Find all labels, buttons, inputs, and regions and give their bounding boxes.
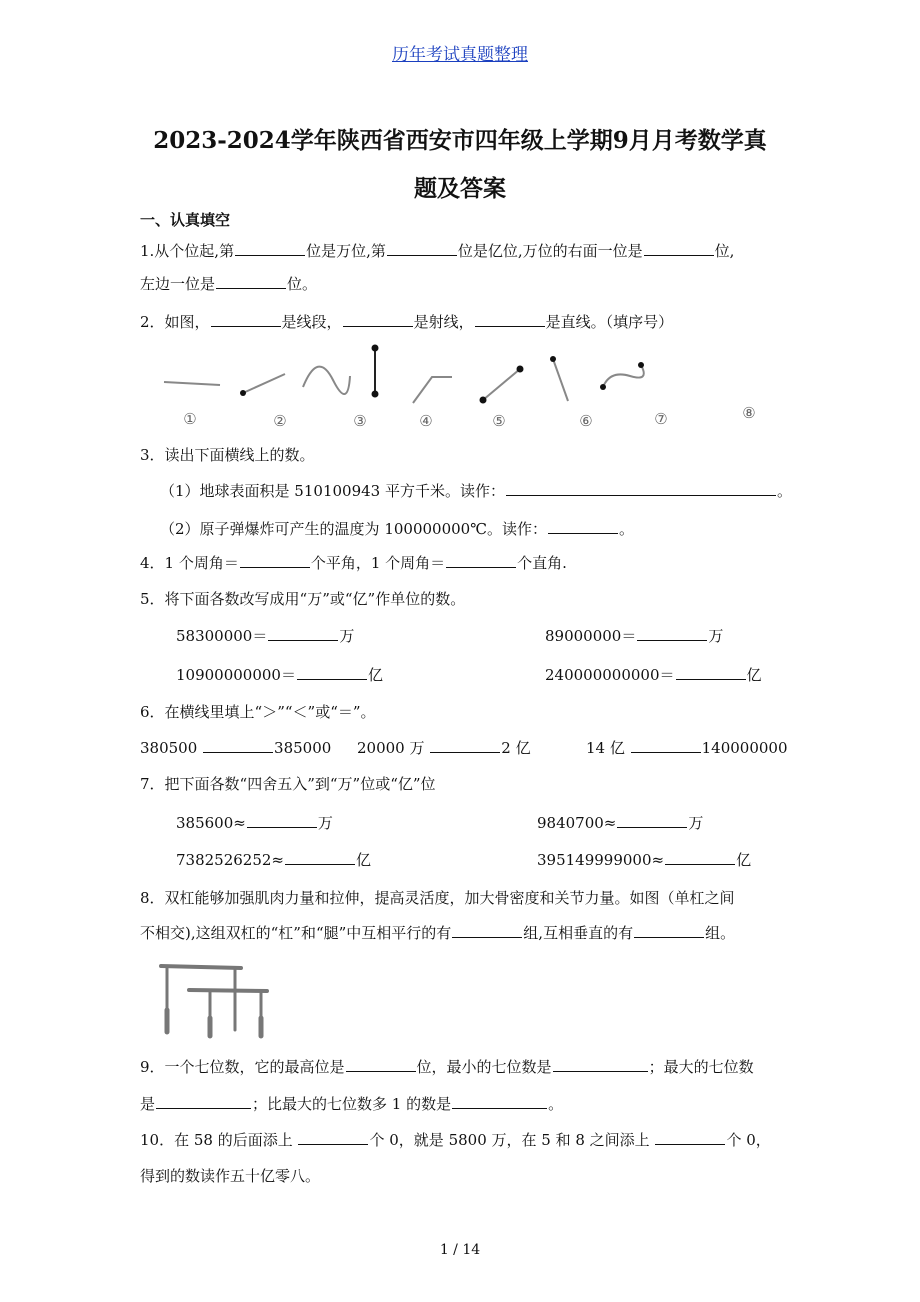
text-segment: 位是亿位,万位的右面一位是 [457, 242, 643, 260]
answer-blank[interactable] [655, 1130, 725, 1145]
answer-blank[interactable] [631, 738, 701, 753]
text-segment: ；最大的七位数 [648, 1058, 754, 1076]
text-segment: 2 亿 [501, 739, 531, 757]
text-segment: 385600≈ [176, 814, 246, 832]
question-2 [140, 312, 673, 332]
page-title-line2: 题及答案 [414, 175, 506, 202]
answer-blank[interactable] [235, 241, 305, 256]
text-segment: 89000000＝ [545, 627, 637, 645]
question-7 [140, 774, 436, 794]
question-6-item [586, 738, 788, 758]
answer-blank[interactable] [240, 553, 310, 568]
question-1-cont [140, 274, 317, 294]
question-5-item [545, 665, 762, 685]
text-segment: ；比最大的七位数多 1 的数是 [252, 1095, 452, 1113]
page-number: 1 / 14 [439, 1242, 481, 1258]
text-segment: 。 [776, 482, 792, 500]
text-segment: 7382526252≈ [176, 851, 285, 869]
text-segment: 395149999000≈ [537, 851, 665, 869]
question-4 [140, 553, 567, 573]
text-segment: 亿 [746, 666, 762, 684]
answer-blank[interactable] [203, 738, 273, 753]
text-segment: 20000 万 [357, 739, 430, 757]
answer-blank[interactable] [548, 519, 618, 534]
question-7-item [537, 850, 751, 870]
figure-label: ⑧ [742, 404, 756, 422]
answer-blank[interactable] [617, 813, 687, 828]
answer-blank[interactable] [285, 850, 355, 865]
section-heading [140, 210, 230, 230]
figure-label: ① [183, 410, 197, 428]
text-segment: 个直角. [517, 554, 567, 572]
question-9-cont [140, 1094, 563, 1114]
question-6 [140, 702, 376, 722]
question-6-item [357, 738, 531, 758]
answer-blank[interactable] [475, 312, 545, 327]
answer-blank[interactable] [676, 665, 746, 680]
answer-blank[interactable] [634, 923, 704, 938]
question-7-item [176, 850, 371, 870]
text-segment: 4．1 个周角＝ [140, 554, 239, 572]
answer-blank[interactable] [343, 312, 413, 327]
text-segment: 140000000 [701, 739, 788, 757]
text-segment: 万 [688, 814, 704, 832]
question-6-item [140, 738, 331, 758]
text-segment: 2．如图， [140, 313, 210, 331]
text-segment: 个平角，1 个周角＝ [310, 554, 446, 572]
answer-blank[interactable] [452, 1094, 547, 1109]
answer-blank[interactable] [211, 312, 281, 327]
figure-label: ⑤ [492, 412, 506, 430]
text-segment: 个 0， [726, 1131, 771, 1149]
figure-label: ④ [419, 412, 433, 430]
text-segment: 380500 [140, 739, 203, 757]
text-segment: 组,互相垂直的有 [523, 924, 634, 942]
answer-blank[interactable] [644, 241, 714, 256]
question-3-1 [160, 481, 792, 501]
answer-blank[interactable] [665, 850, 735, 865]
text-segment: 位, [714, 242, 735, 260]
question-7-item [537, 813, 703, 833]
text-segment: 240000000000＝ [545, 666, 675, 684]
text-segment: （2）原子弹爆炸可产生的温度为 100000000℃。读作： [160, 520, 547, 538]
text-segment: 9840700≈ [537, 814, 617, 832]
text-segment: 左边一位是 [140, 275, 216, 293]
text-segment: 组。 [705, 924, 736, 942]
text-segment: （1）地球表面积是 510100943 平方千米。读作： [160, 482, 505, 500]
answer-blank[interactable] [247, 813, 317, 828]
q2-figure [140, 340, 800, 440]
text-segment: 万 [317, 814, 333, 832]
answer-blank[interactable] [268, 626, 338, 641]
text-segment: 亿 [367, 666, 383, 684]
text-segment: 不相交),这组双杠的“杠”和“腿”中互相平行的有 [140, 924, 452, 942]
text-segment: 58300000＝ [176, 627, 268, 645]
text-segment: 9．一个七位数，它的最高位是 [140, 1058, 345, 1076]
text-segment: 位。 [287, 275, 318, 293]
text-segment: 个 0，就是 5800 万，在 5 和 8 之间添上 [369, 1131, 655, 1149]
text-segment: 位，最小的七位数是 [416, 1058, 552, 1076]
text-segment: 亿 [736, 851, 752, 869]
text-segment: 一、认真填空 [140, 211, 231, 229]
answer-blank[interactable] [637, 626, 707, 641]
text-segment: 10900000000＝ [176, 666, 296, 684]
question-8-cont [140, 923, 735, 943]
answer-blank[interactable] [452, 923, 522, 938]
answer-blank[interactable] [346, 1057, 416, 1072]
question-5-item [176, 626, 354, 646]
answer-blank[interactable] [298, 1130, 368, 1145]
text-segment: 5．将下面各数改写成用“万”或“亿”作单位的数。 [140, 590, 466, 608]
answer-blank[interactable] [553, 1057, 648, 1072]
text-segment: 万 [708, 627, 724, 645]
parallel-bars-figure [155, 960, 280, 1040]
header-link[interactable]: 历年考试真题整理 [392, 45, 528, 65]
answer-blank[interactable] [387, 241, 457, 256]
text-segment: 。 [548, 1095, 564, 1113]
text-segment: 1.从个位起,第 [140, 242, 235, 260]
text-segment: 3．读出下面横线上的数。 [140, 446, 315, 464]
question-5-item [545, 626, 723, 646]
question-8 [140, 888, 735, 908]
answer-blank[interactable] [156, 1094, 251, 1109]
text-segment: 。 [618, 520, 634, 538]
text-segment: 万 [339, 627, 355, 645]
text-segment: 8．双杠能够加强肌肉力量和拉伸，提高灵活度，加大骨密度和关节力量。如图（单杠之间 [140, 889, 735, 907]
text-segment: 14 亿 [586, 739, 630, 757]
text-segment: 是直线。（填序号） [545, 313, 674, 331]
text-segment: 亿 [356, 851, 372, 869]
figure-label: ⑥ [579, 412, 593, 430]
figure-label: ③ [353, 412, 367, 430]
answer-blank[interactable] [430, 738, 500, 753]
question-7-item [176, 813, 333, 833]
page-title-line1: 2023-2024学年陕西省西安市四年级上学期9月月考数学真 [153, 127, 767, 154]
text-segment: 7．把下面各数“四舍五入”到“万”位或“亿”位 [140, 775, 436, 793]
question-5 [140, 589, 465, 609]
figure-label: ⑦ [654, 410, 668, 428]
question-9 [140, 1057, 754, 1077]
question-5-item [176, 665, 383, 685]
question-1 [140, 241, 734, 261]
text-segment: 6．在横线里填上“＞”“＜”或“＝”。 [140, 703, 376, 721]
answer-blank[interactable] [216, 274, 286, 289]
figure-label: ② [273, 412, 287, 430]
answer-blank[interactable] [506, 481, 776, 496]
answer-blank[interactable] [297, 665, 367, 680]
question-3-2 [160, 519, 634, 539]
question-10 [140, 1130, 771, 1150]
question-3 [140, 445, 315, 465]
text-segment: 得到的数读作五十亿零八。 [140, 1167, 321, 1185]
text-segment: 385000 [274, 739, 332, 757]
text-segment: 是 [140, 1095, 156, 1113]
text-segment: 10．在 58 的后面添上 [140, 1131, 298, 1149]
question-10-cont [140, 1166, 320, 1186]
text-segment: 是线段， [281, 313, 342, 331]
answer-blank[interactable] [446, 553, 516, 568]
text-segment: 是射线， [413, 313, 474, 331]
text-segment: 位是万位,第 [306, 242, 386, 260]
